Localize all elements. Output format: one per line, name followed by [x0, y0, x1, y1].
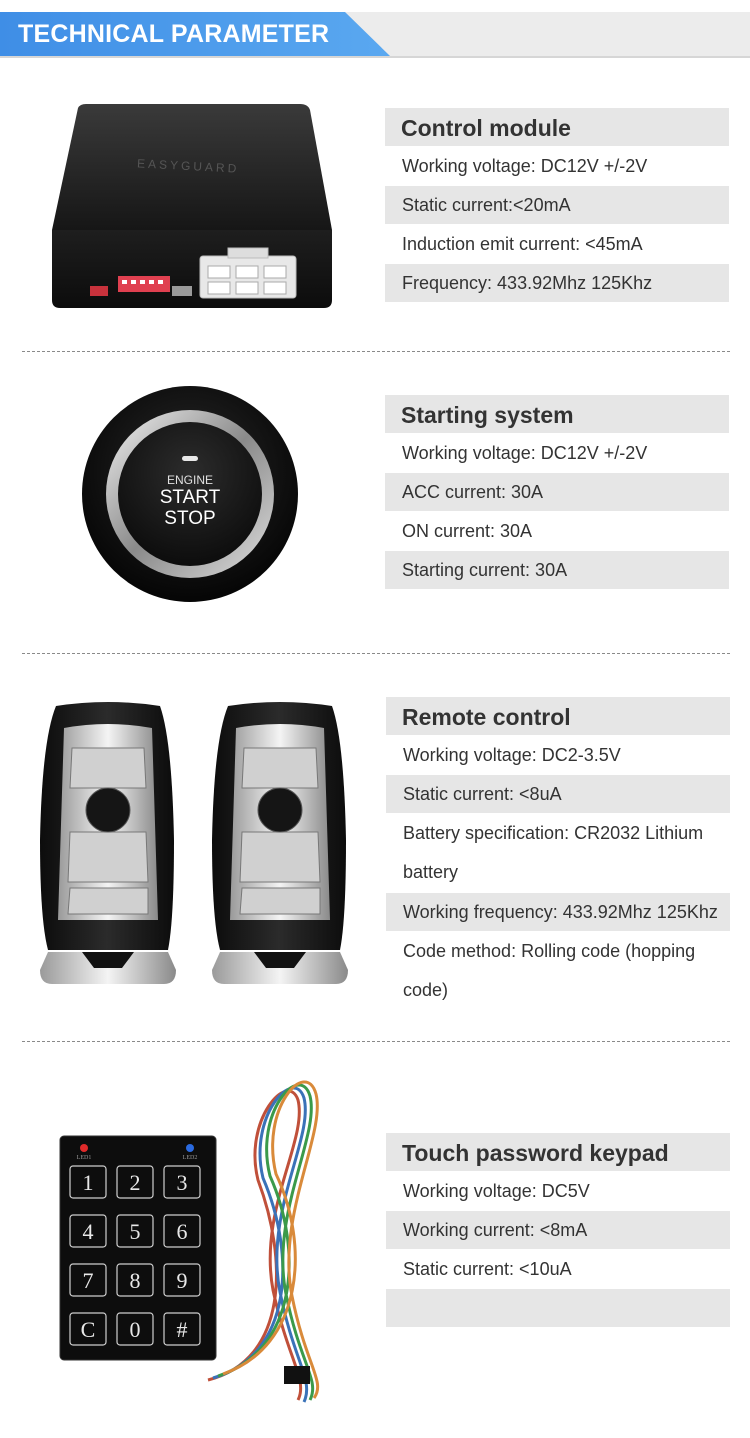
control-module-image	[48, 100, 338, 315]
engine-start-button-image	[80, 384, 300, 604]
spec-title: Control module	[385, 108, 729, 146]
keypad-key-label: 9	[176, 1268, 188, 1293]
spec-row: Static current:<20mA	[385, 186, 729, 224]
spec-table-starting-system	[385, 395, 729, 590]
spec-row: Working voltage: DC5V	[403, 1181, 590, 1201]
spec-row: Working voltage: DC12V +/-2V	[402, 156, 648, 176]
spec-row: Working voltage: DC2-3.5V	[403, 745, 621, 765]
section-header	[0, 0, 750, 58]
button-text-start: START	[159, 487, 221, 508]
touch-keypad-image	[58, 1060, 328, 1410]
page-title: TECHNICAL PARAMETER	[18, 20, 330, 48]
module-brand-text: EASYGUARD	[136, 156, 240, 176]
spec-title: Starting system	[385, 395, 729, 433]
spec-row: ACC current: 30A	[385, 473, 729, 511]
spec-row: ON current: 30A	[402, 521, 533, 541]
section-divider	[22, 653, 730, 654]
spec-row: Working current: <8mA	[386, 1211, 730, 1249]
spec-title: Touch password keypad	[386, 1133, 730, 1171]
keypad-key-label: 7	[82, 1268, 94, 1293]
spec-table-touch-keypad	[386, 1133, 730, 1328]
keypad-key-label: 3	[176, 1170, 188, 1195]
spec-table-remote-control	[386, 697, 730, 1011]
spec-row: Working frequency: 433.92Mhz 125Khz	[386, 893, 730, 931]
section-divider	[22, 1041, 730, 1042]
keypad-key-label: 4	[82, 1219, 94, 1244]
spec-row: Frequency: 433.92Mhz 125Khz	[385, 264, 729, 302]
keypad-key-label: 0	[129, 1317, 141, 1342]
led2-label: LED2	[182, 1155, 198, 1161]
keypad-key-label: #	[176, 1317, 188, 1342]
spec-title: Remote control	[386, 697, 730, 735]
spec-row	[386, 1289, 730, 1327]
spec-row: Static current: <8uA	[386, 775, 730, 813]
keypad-key-label: 8	[129, 1268, 141, 1293]
spec-row: Battery specification: CR2032 Lithium battery	[403, 823, 704, 882]
button-text-stop: STOP	[164, 508, 216, 529]
spec-row: Starting current: 30A	[385, 551, 729, 589]
header-underline	[0, 56, 750, 58]
remote-key-fob-image	[36, 700, 366, 990]
spec-table-control-module	[385, 108, 729, 303]
keypad-key-label: 1	[82, 1170, 94, 1195]
spec-row: Induction emit current: <45mA	[402, 234, 643, 254]
led1-label: LED1	[76, 1155, 92, 1161]
keypad-key-label: 5	[129, 1219, 141, 1244]
keypad-key-label: 2	[129, 1170, 141, 1195]
spec-row: Working voltage: DC12V +/-2V	[402, 443, 648, 463]
button-text-engine: ENGINE	[166, 473, 214, 487]
spec-row: Code method: Rolling code (hopping code)	[403, 941, 696, 1000]
keypad-key-label: C	[80, 1317, 96, 1342]
section-divider	[22, 351, 730, 352]
keypad-key-label: 6	[176, 1219, 188, 1244]
spec-row: Static current: <10uA	[403, 1259, 572, 1279]
